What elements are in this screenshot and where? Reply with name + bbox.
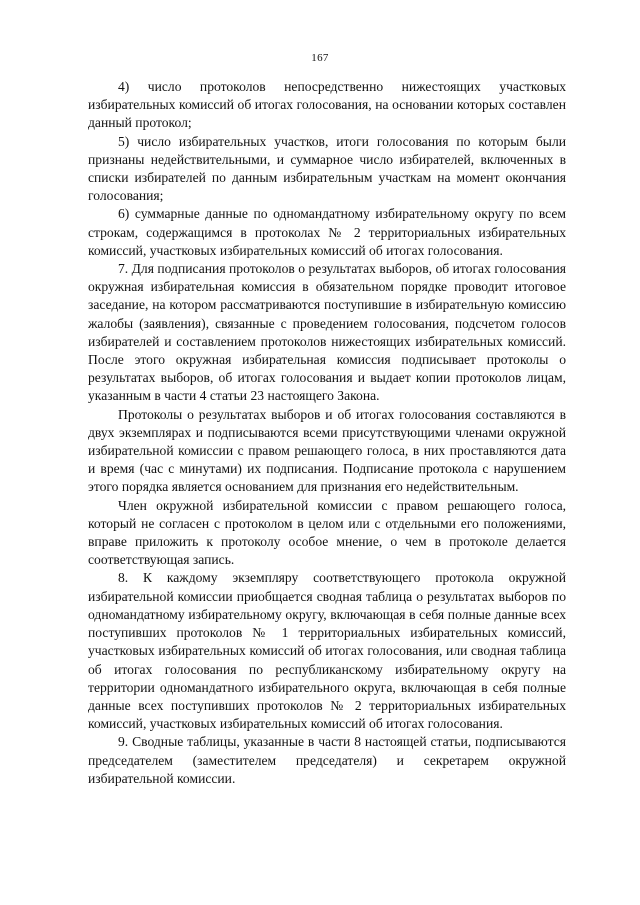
paragraph-part-9: 9. Сводные таблицы, указанные в части 8 настоящей статьи, подписываются председателем (заместителем председателя) и секретарем окружной избирательной комиссии. bbox=[88, 734, 566, 786]
paragraph-item-4: 4) число протоколов непосредственно нижестоящих участковых избирательных комиссий об итогах голосования, на основании которых составлен данный протокол; bbox=[88, 79, 566, 131]
paragraph-item-5: 5) число избирательных участков, итоги голосования по которым были признаны недействительными, и суммарное число избирателей, включенных в списки избирателей по данным избирательным участкам на момент окончания голосования; bbox=[88, 133, 566, 204]
paragraph-dissenting-opinion: Член окружной избирательной комиссии с правом решающего голоса, который не согласен с протоколом в целом или с отдельными его положениями, вправе приложить к протоколу особое мнение, о чем в протоколе делается соответствующая запись. bbox=[88, 497, 566, 568]
paragraph-part-8: 8. К каждому экземпляру соответствующего протокола окружной избирательной комиссии приобщается сводная таблица о результатах выборов по одномандатному избирательному округу, включающая в себя полные данные всех поступивших протоколов № 1 территориальных избирательных комиссий, участковых избирательных комиссий об итогах голосования, или сводная таблица об итогах голосования по республиканскому избирательному округу на территории одномандатного избирательного округа, включающая в себя полные данные всех поступивших протоколов № 2 территориальных избирательных комиссий, участковых избирательных комиссий об итогах голосования. bbox=[88, 570, 566, 732]
paragraph-protocols-signing: Протоколы о результатах выборов и об итогах голосования составляются в двух экземплярах и подписываются всеми присутствующими членами окружной избирательной комиссии с правом решающего голоса, в них проставляются дата и время (час с минутами) их подписания. Подписание протокола с нарушением этого порядка является основанием для признания его недействительным. bbox=[88, 406, 566, 495]
paragraph-part-7: 7. Для подписания протоколов о результатах выборов, об итогах голосования окружная избирательная комиссия в обязательном порядке проводит итоговое заседание, на котором рассматриваются поступившие в избирательную комиссию жалобы (заявления), связанные с проведением голосования, подсчетом голосов избирателей и составлением протоколов нижестоящих избирательных комиссий. После этого окружная избирательная комиссия подписывает протоколы о результатах выборов, об итогах голосования и выдает копии протоколов лицам, указанным в части 4 статьи 23 настоящего Закона. bbox=[88, 261, 566, 404]
page-number: 167 bbox=[311, 52, 329, 64]
paragraph-item-6: 6) суммарные данные по одномандатному избирательному округу по всем строкам, содержащимся в протоколах № 2 территориальных избирательных комиссий, участковых избирательных комиссий об итогах голосования. bbox=[88, 206, 566, 258]
document-body bbox=[88, 78, 566, 788]
